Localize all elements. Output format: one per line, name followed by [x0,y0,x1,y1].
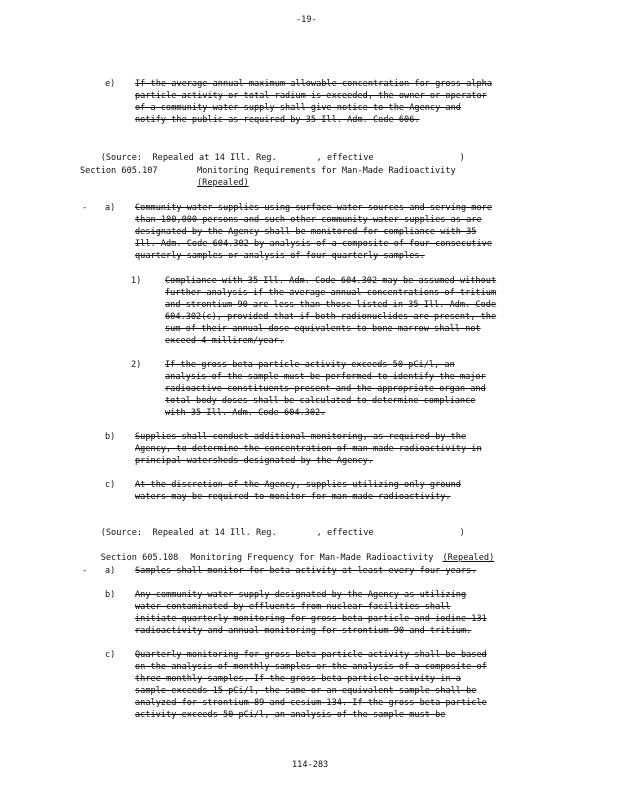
text-line: exceed 4 millirem/year. [165,336,284,346]
text-line: If the gross beta particle activity exceeds 50 pCi/l, an [165,360,455,370]
item-label-107-c: c) [105,480,116,490]
text-line: particle activity or total radium is exceeded, the owner or operator [135,91,487,101]
text-line: sum of their annual dose equivalents to bone marrow shall not [165,324,481,334]
text-line: quarterly samples or analysis of four quarterly samples. [135,251,425,261]
revision-dash: - [82,203,88,213]
text-line: waters may be required to monitor for man-made radioactivity. [135,492,451,502]
item-label-107-a: a) [105,203,116,213]
text-line: If the average annual maximum allowable concentration for gross alpha [135,79,492,89]
source-text: Repealed at 14 Ill. Reg. [152,528,277,538]
paragraph-e-alpha-notice [135,78,492,126]
text-line: activity exceeds 50 pCi/l, an analysis of the sample must be [135,710,446,720]
source-text: Repealed at 14 Ill. Reg. [152,153,277,163]
text-line: water contaminated by effluents from nuclear facilities shall [135,602,451,612]
source-prefix: (Source: [100,153,143,163]
paragraph-107-a [135,202,492,262]
text-line: three monthly samples. If the gross beta particle activity in a [135,674,461,684]
text-line: principal watersheds designated by the Agency. [135,456,373,466]
source-effective: , effective [316,528,374,538]
section-number-107: Section 605.107 [80,166,158,176]
paragraph-108-a [135,565,476,577]
item-label-107-a-1: 1) [131,276,142,286]
text-line: Ill. Adm. Code 604.302 by analysis of a composite of four consecutive [135,239,492,249]
text-line: At the discretion of the Agency, supplies utilizing only ground [135,480,461,490]
item-label-108-a: a) [105,566,116,576]
revision-dash: - [82,566,88,576]
text-line: sample exceeds 15 pCi/l, the same or an equivalent sample shall be [135,686,477,696]
section-title-108: Monitoring Frequency for Man-Made Radioactivity [190,553,434,563]
text-line: further analysis if the average annual concentrations of tritium [165,288,497,298]
text-line: of a community water supply shall give notice to the Agency and [135,103,461,113]
text-line: Supplies shall conduct additional monitoring, as required by the [135,432,467,442]
text-line: Quarterly monitoring for gross beta particle activity shall be based [135,650,487,660]
text-line: Any community water supply designated by the Agency as utilizing [135,590,467,600]
item-label-107-a-2: 2) [131,360,142,370]
text-line: total body doses shall be calculated to determine compliance [165,396,476,406]
paragraph-108-c [135,649,487,721]
item-label-107-b: b) [105,432,116,442]
text-line: radioactive constituents present and the appropriate organ and [165,384,486,394]
text-line: with 35 Ill. Adm. Code 604.302. [165,408,326,418]
text-line: initiate quarterly monitoring for gross beta particle and iodine-131 [135,614,487,624]
text-line: Community water supplies using surface water sources and serving more [135,203,492,213]
source-close: ) [459,528,465,538]
page-number-bottom: 114-283 [292,760,329,770]
page-number-top: -19- [296,15,317,25]
paragraph-107-b [135,431,482,467]
paragraph-107-a-2 [165,359,486,419]
item-label-e: e) [105,79,116,89]
text-line: notify the public as required by 35 Ill. Adm. Code 606. [135,115,420,125]
item-label-108-b: b) [105,590,116,600]
section-status-108: (Repealed) [442,553,495,563]
source-close: ) [459,153,465,163]
text-line: than 100,000 persons and such other community water supplies as are [135,215,482,225]
text-line: Compliance with 35 Ill. Adm. Code 604.302 may be assumed without [165,276,497,286]
section-number-108: Section 605.108 [100,553,179,563]
section-status-107: (Repealed) [197,178,249,188]
item-label-108-c: c) [105,650,116,660]
section-title-107: Monitoring Requirements for Man-Made Radioactivity [197,166,456,176]
paragraph-107-c [135,479,461,503]
text-line: Agency, to determine the concentration of man-made radioactivity in [135,444,482,454]
text-line: radioactivity and annual monitoring for strontium-90 and tritium. [135,626,472,636]
paragraph-107-a-1 [165,275,496,347]
text-line: on the analysis of monthly samples or the analysis of a composite of [135,662,487,672]
text-line: 604.302(c), provided that if both radionuclides are present, the [165,312,497,322]
source-effective: , effective [316,153,374,163]
paragraph-108-b [135,589,487,637]
text-line: designated by the Agency shall be monitored for compliance with 35 [135,227,477,237]
source-prefix: (Source: [100,528,143,538]
text-line: and strontium-90 are less than those listed in 35 Ill. Adm. Code [165,300,497,310]
text-line: analyzed for strontium-89 and cesium-134. If the gross beta particle [135,698,487,708]
text-line: Samples shall monitor for beta activity at least every four years. [135,566,477,576]
text-line: analysis of the sample must be performed to identify the major [165,372,486,382]
